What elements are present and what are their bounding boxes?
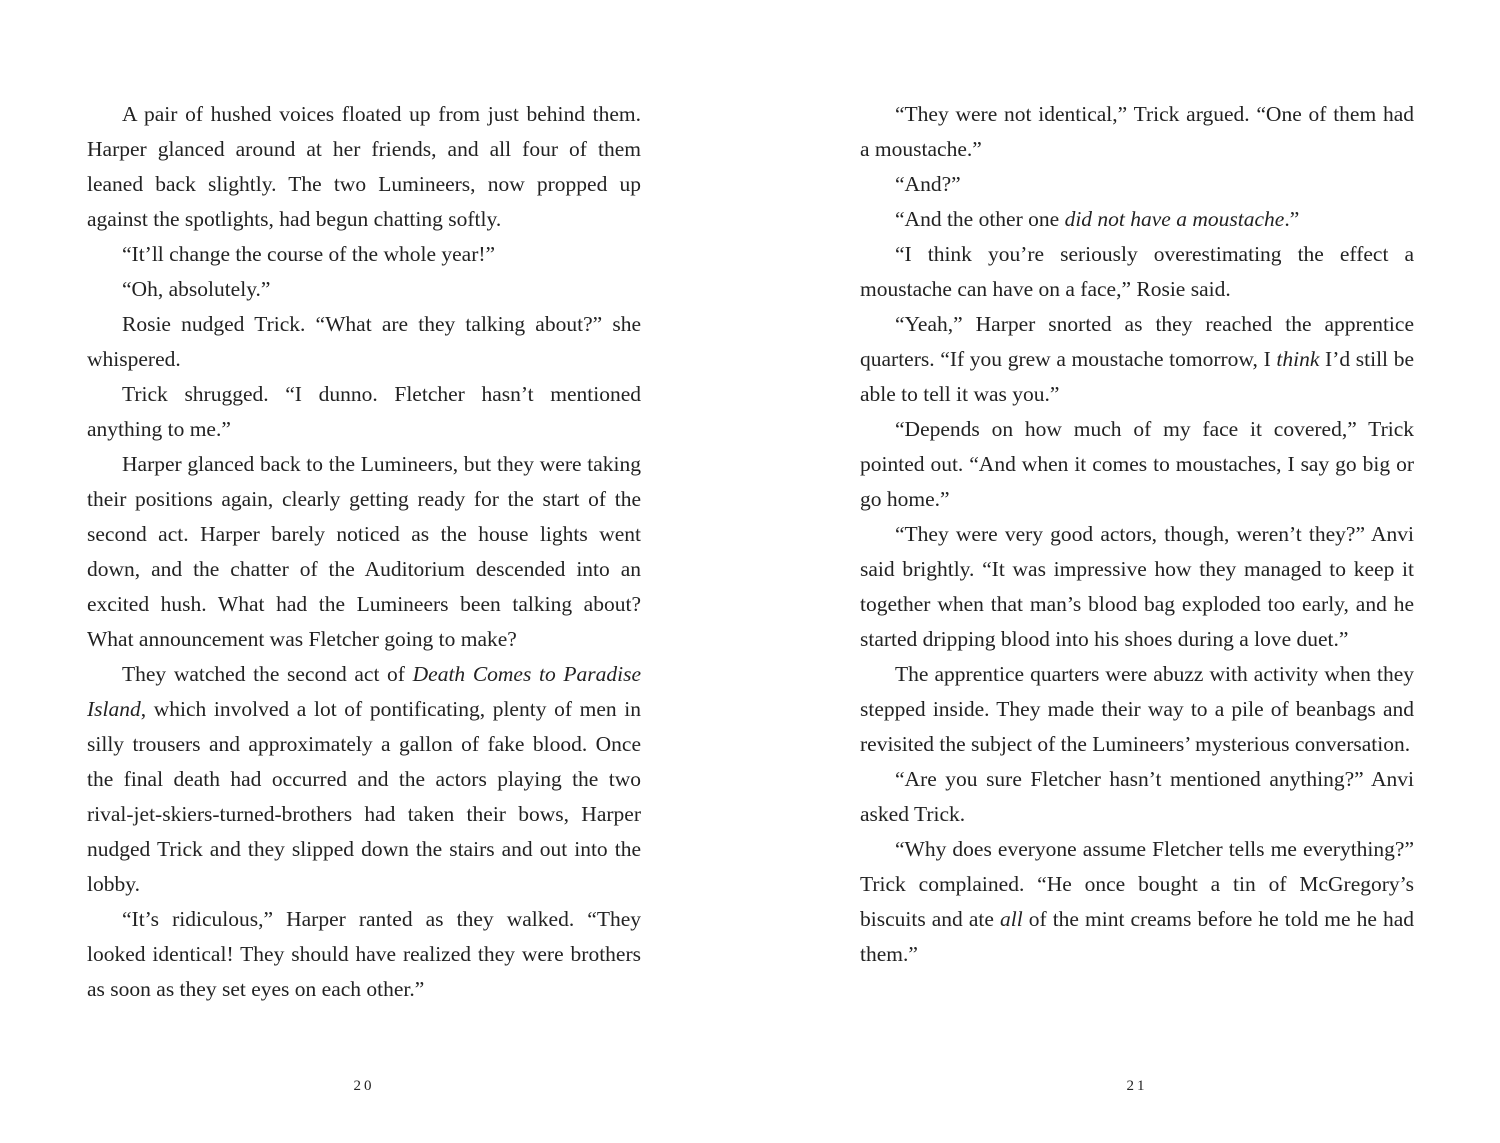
text-run: of the mint creams before he told me he had them.” bbox=[860, 907, 1414, 966]
paragraph bbox=[87, 97, 641, 237]
emphasis-italic: all bbox=[999, 907, 1023, 931]
paragraph bbox=[87, 902, 641, 1007]
text-run: Trick shrugged. “I dunno. Fletcher hasn’t mentioned anything to me.” bbox=[87, 382, 641, 441]
text-run: “Yeah,” Harper snorted as they reached the apprentice quarters. “If you grew a moustache tomorrow, I bbox=[860, 312, 1414, 371]
text-run: Rosie nudged Trick. “What are they talking about?” she whispered. bbox=[87, 312, 641, 371]
text-run: “Why does everyone assume Fletcher tells me everything?” Trick complained. “He once bought a tin of McGregory’s biscuits and ate bbox=[860, 837, 1414, 931]
page-number-left: 20 bbox=[353, 1078, 375, 1094]
book-title-italic: Death Comes to Paradise Island bbox=[87, 662, 641, 721]
text-run: “It’ll change the course of the whole year!” bbox=[122, 242, 496, 266]
text-run: “And the other one bbox=[895, 207, 1065, 231]
paragraph bbox=[860, 202, 1414, 237]
text-run: They watched the second act of bbox=[122, 662, 413, 686]
paragraph bbox=[860, 412, 1414, 517]
text-run: “They were not identical,” Trick argued. “One of them had a moustache.” bbox=[860, 102, 1414, 161]
paragraph bbox=[87, 447, 641, 657]
text-run: The apprentice quarters were abuzz with activity when they stepped inside. They made their way to a pile of beanbags and revisited the subject of the Lumineers’ mysterious conversation. bbox=[860, 662, 1414, 756]
text-run: “It’s ridiculous,” Harper ranted as they walked. “They looked identical! They should have realized they were brothers as soon as they set eyes on each other.” bbox=[87, 907, 641, 1001]
right-page bbox=[860, 97, 1414, 972]
paragraph bbox=[87, 272, 641, 307]
paragraph bbox=[860, 832, 1414, 972]
page-number-right: 21 bbox=[1126, 1078, 1148, 1094]
text-run: I’d still be able to tell it was you.” bbox=[860, 347, 1414, 406]
text-run: “I think you’re seriously overestimating the effect a moustache can have on a face,” Rosie said. bbox=[860, 242, 1414, 301]
paragraph bbox=[87, 657, 641, 902]
text-run: “And?” bbox=[895, 172, 961, 196]
paragraph bbox=[860, 307, 1414, 412]
text-run: .” bbox=[1284, 207, 1300, 231]
paragraph bbox=[860, 97, 1414, 167]
text-run: “Are you sure Fletcher hasn’t mentioned anything?” Anvi asked Trick. bbox=[860, 767, 1414, 826]
paragraph bbox=[860, 517, 1414, 657]
text-run: “Depends on how much of my face it covered,” Trick pointed out. “And when it comes to moustaches, I say go big or go home.” bbox=[860, 417, 1414, 511]
text-run: “They were very good actors, though, weren’t they?” Anvi said brightly. “It was impressive how they managed to keep it together when that man’s blood bag exploded too early, and he started dripping blood into his shoes during a love duet.” bbox=[860, 522, 1414, 651]
paragraph bbox=[860, 167, 1414, 202]
left-page bbox=[87, 97, 641, 1007]
text-run: Harper glanced back to the Lumineers, but they were taking their positions again, clearly getting ready for the start of the second act. Harper barely noticed as the house lights went down, and the chatter of the Auditorium descended into an excited hush. What had the Lumineers been talking about? What announcement was Fletcher going to make? bbox=[87, 452, 641, 651]
emphasis-italic: think bbox=[1276, 347, 1320, 371]
paragraph bbox=[860, 762, 1414, 832]
text-run: “Oh, absolutely.” bbox=[122, 277, 271, 301]
emphasis-italic: did not have a moustache bbox=[1064, 207, 1285, 231]
paragraph bbox=[87, 307, 641, 377]
text-run: , which involved a lot of pontificating, plenty of men in silly trousers and approximately a gallon of fake blood. Once the final death had occurred and the actors playing the two rival-jet-skiers-turned-brothers had taken their bows, Harper nudged Trick and they slipped down the stairs and out into the lobby. bbox=[87, 697, 641, 896]
paragraph bbox=[860, 657, 1414, 762]
paragraph bbox=[87, 377, 641, 447]
paragraph bbox=[860, 237, 1414, 307]
text-run: A pair of hushed voices floated up from just behind them. Harper glanced around at her friends, and all four of them leaned back slightly. The two Lumineers, now propped up against the spotlights, had begun chatting softly. bbox=[87, 102, 641, 231]
paragraph bbox=[87, 237, 641, 272]
